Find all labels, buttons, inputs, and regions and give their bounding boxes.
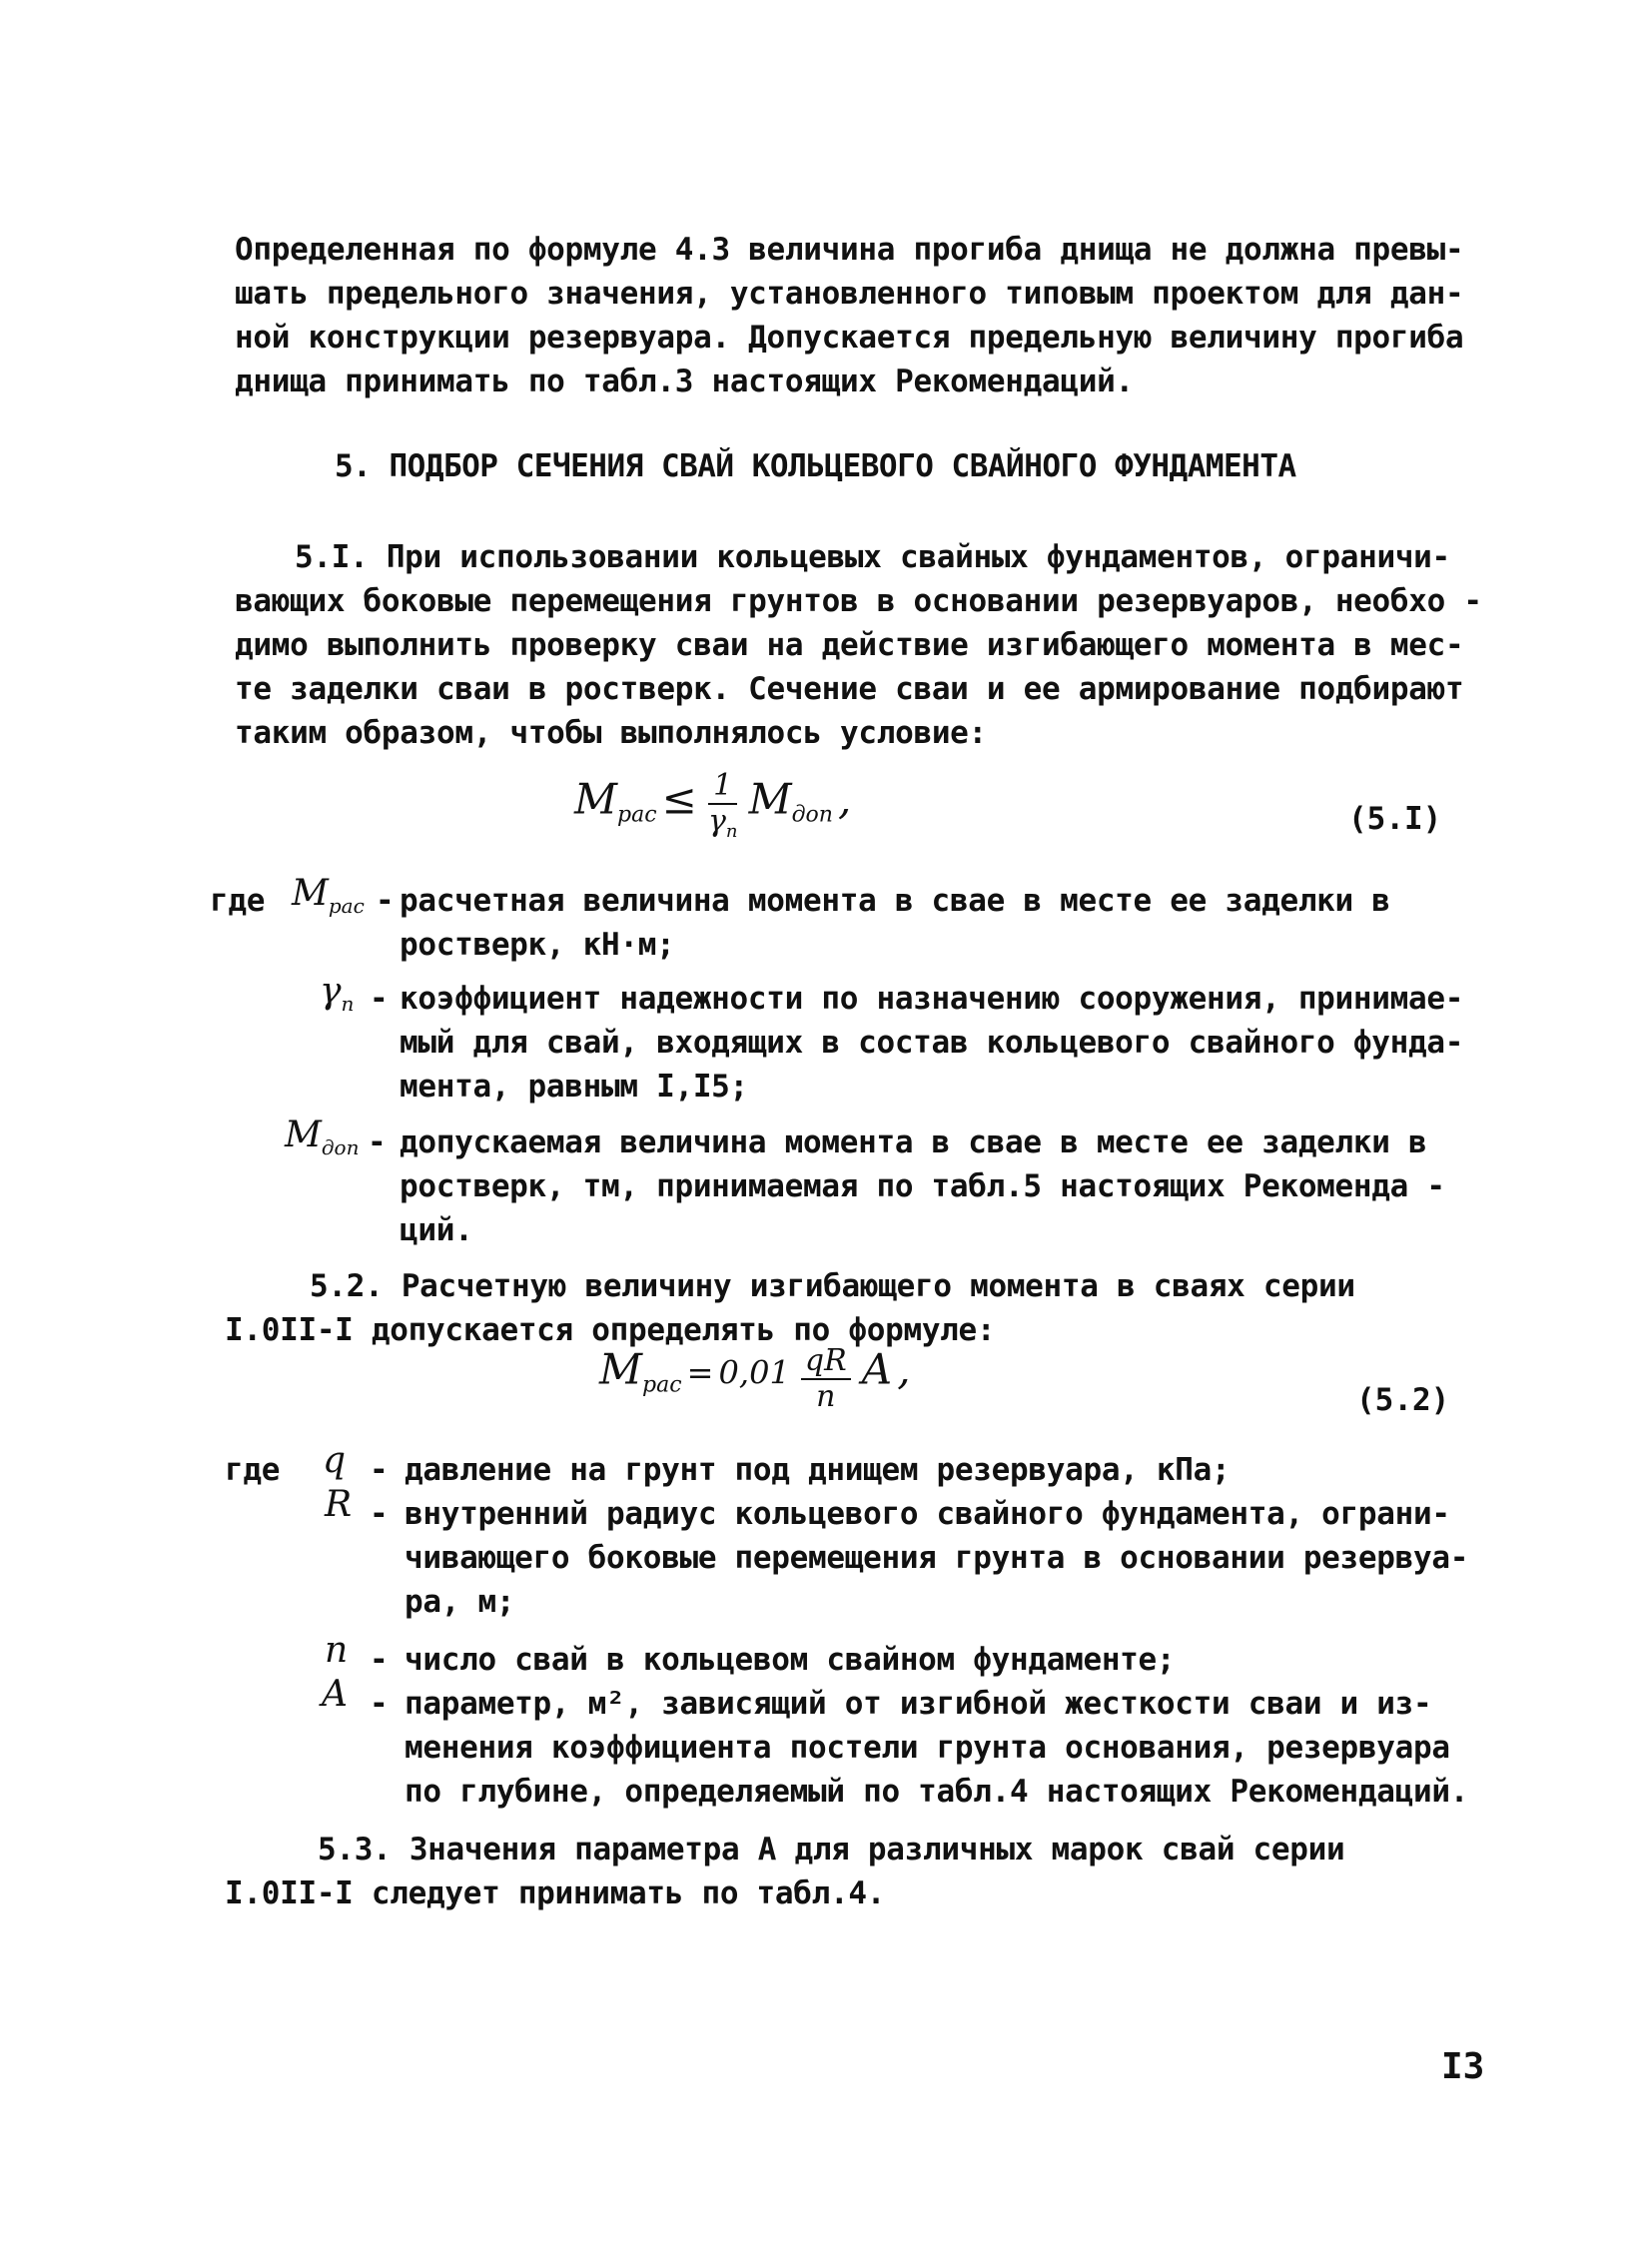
defs52-item2-line3: ра, м; [405,1584,515,1620]
defs52-sym-a: A [322,1674,348,1715]
formula51-den-sym: γ [707,804,726,839]
p51-line-2: вающих боковые перемещения грунтов в основании резервуаров, необхо - [235,583,1482,619]
formula52-fraction [801,1344,851,1414]
p53-line-2: I.0II-I следует принимать по табл.4. [225,1875,886,1911]
formula52-lhs: M [599,1344,643,1394]
defs52-dash-2: - [370,1496,389,1532]
defs51-item2-line1: коэффициент надежности по назначению сооружения, принимае- [400,981,1464,1017]
p51-line-1: 5.I. При использовании кольцевых свайных фундаментов, ограничи- [295,539,1450,575]
intro-line-2: шать предельного значения, установленного типовым проектом для дан- [235,276,1464,312]
formula-5-2-number: (5.2) [1356,1382,1450,1418]
formula51-lhs: M [574,774,618,824]
defs52-dash-1: - [370,1452,389,1488]
defs52-item4-line3: по глубине, определяемый по табл.4 настоящих Рекомендаций. [405,1774,1469,1810]
intro-line-4: днища принимать по табл.3 настоящих Рекомендаций. [235,364,1134,399]
formula51-rhs-sub: доп [791,802,833,828]
formula52-lhs-sub: рас [642,1372,682,1398]
defs52-item1-line1: давление на грунт под днищем резервуара, кПа; [405,1452,1231,1488]
page-number: I3 [1441,2046,1485,2087]
formula-5-2 [599,1344,911,1414]
formula51-op: ≤ [661,774,697,824]
defs51-sym-gamma: γn [320,971,355,1016]
formula52-tail: , [897,1344,911,1394]
defs51-item3-line3: ций. [400,1212,473,1248]
intro-line-1: Определенная по формуле 4.3 величина прогиба днища не должна превы- [235,232,1464,268]
formula-5-1 [574,769,851,849]
formula51-num: 1 [708,769,738,805]
p51-line-4: те заделки сваи в ростверк. Сечение сваи и ее армирование подбирают [235,671,1464,707]
formula52-eq: = [686,1353,714,1392]
defs52-item2-line1: внутренний радиус кольцевого свайного фундамента, ограни- [405,1496,1450,1532]
defs52-sym-q: q [323,1440,347,1481]
defs51-dash-1: - [376,883,395,919]
p51-line-3: димо выполнить проверку сваи на действие изгибающего момента в мес- [235,627,1464,663]
defs51-item2-line3: мента, равным I,I5; [400,1069,748,1105]
formula52-den: n [816,1379,836,1414]
formula51-den [708,805,738,849]
defs52-item4-line1: параметр, м², зависящий от изгибной жесткости сваи и из- [405,1686,1432,1722]
defs51-where: где [210,883,266,919]
formula-5-1-number: (5.I) [1348,801,1442,837]
formula52-coef: 0,01 [718,1353,790,1392]
formula52-rhs: A [861,1344,893,1394]
formula52-num: qR [801,1344,851,1380]
p52-line-2: I.0II-I допускается определять по формуле: [225,1312,996,1348]
intro-line-3: ной конструкции резервуара. Допускается предельную величину прогиба [235,320,1464,356]
defs52-dash-3: - [370,1642,389,1678]
p51-line-5: таким образом, чтобы выполнялось условие: [235,715,987,751]
defs51-item1-line2: ростверк, кН·м; [400,927,675,963]
defs52-dash-4: - [370,1686,389,1722]
defs52-item3-line1: число свай в кольцевом свайном фундаменте; [405,1642,1176,1678]
defs51-dash-2: - [370,981,389,1017]
p52-line-1: 5.2. Расчетную величину изгибающего момента в сваях серии [310,1268,1355,1304]
defs51-sym-mras: Mрас [292,873,365,918]
formula51-rhs: M [748,774,792,824]
defs52-where: где [225,1452,281,1488]
defs51-item1-line1: расчетная величина момента в свае в месте ее заделки в [400,883,1390,919]
defs51-dash-3: - [368,1124,387,1160]
defs51-item2-line2: мый для свай, входящих в состав кольцевого свайного фунда- [400,1025,1464,1061]
defs51-item3-line2: ростверк, тм, принимаемая по табл.5 настоящих Рекоменда - [400,1168,1445,1204]
defs52-sym-n: n [325,1630,349,1671]
p53-line-1: 5.3. Значения параметра А для различных марок свай серии [318,1832,1345,1868]
formula51-tail: , [838,774,852,824]
formula51-den-sub: n [725,821,738,842]
defs51-sym-mdop: Mдоп [285,1115,360,1159]
section-title: 5. ПОДБОР СЕЧЕНИЯ СВАЙ КОЛЬЦЕВОГО СВАЙНОГО ФУНДАМЕНТА [335,448,1296,484]
defs51-item3-line1: допускаемая величина момента в свае в месте ее заделки в [400,1124,1427,1160]
formula51-lhs-sub: рас [617,802,657,828]
defs52-item2-line2: чивающего боковые перемещения грунта в основании резервуа- [405,1540,1469,1576]
formula51-fraction [708,769,738,849]
defs52-item4-line2: менения коэффициента постели грунта основания, резервуара [405,1730,1450,1766]
defs52-sym-r: R [325,1484,353,1525]
